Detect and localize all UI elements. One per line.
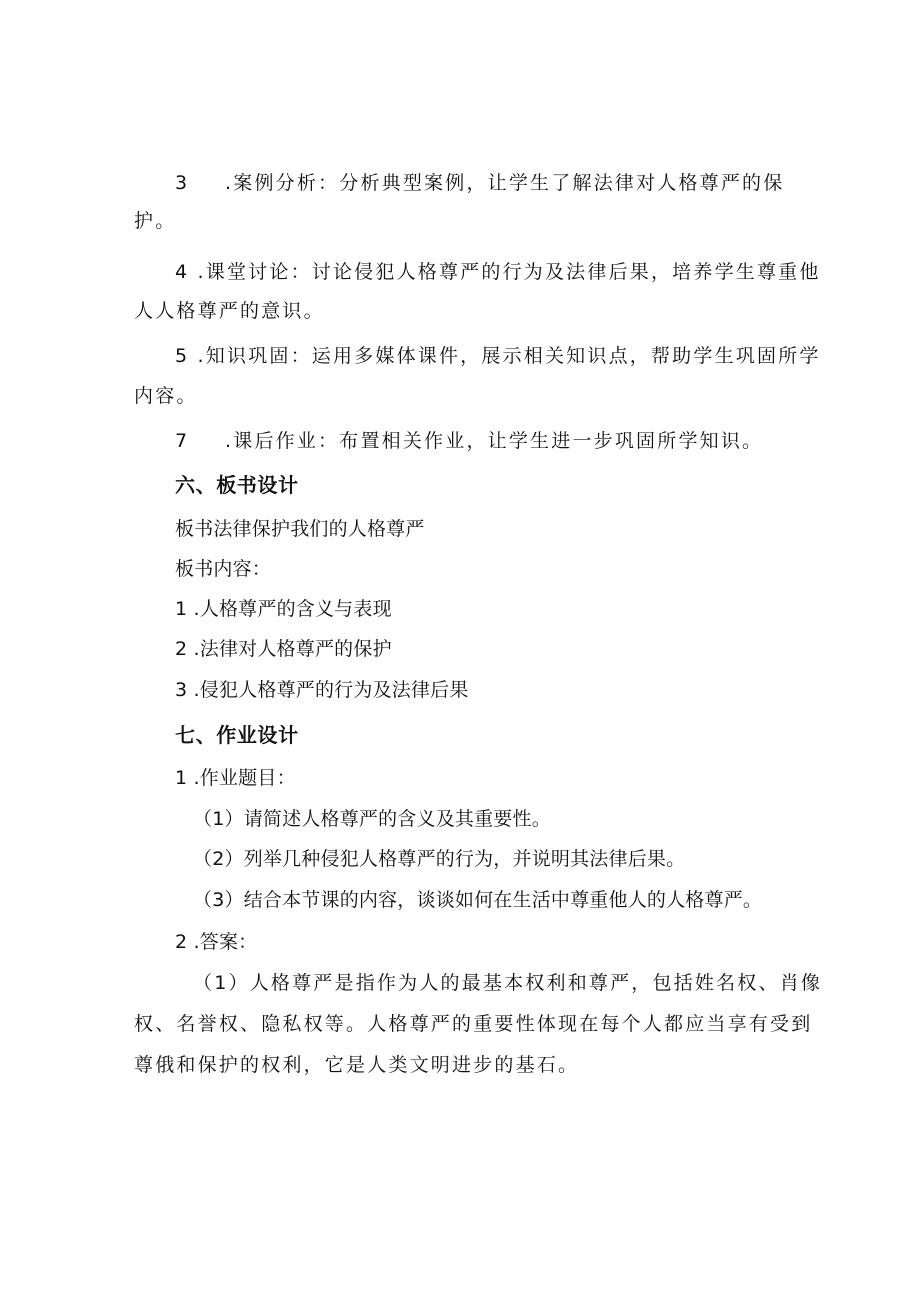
item-3-text: .案例分析：分析典型案例，让学生了解法律对人格尊严的保 (225, 172, 785, 194)
item-5-line-2: 内容。 (134, 385, 198, 407)
item-7-line (175, 428, 835, 454)
section-6-point-2: 2 .法律对人格尊严的保护 (175, 638, 392, 660)
item-3-number: 3 (175, 172, 190, 194)
item-5-line-1: 5 .知识巩固：运用多媒体课件，展示相关知识点，帮助学生巩固所学 (175, 345, 821, 367)
section-7-heading: 七、作业设计 (175, 723, 299, 747)
answer-1-line-2: 权、名誉权、隐私权等。人格尊严的重要性体现在每个人都应当享有受到 (134, 1013, 813, 1035)
question-1: （1）请简述人格尊严的含义及其重要性。 (193, 808, 551, 830)
section-6-title: 板书法律保护我们的人格尊严 (175, 518, 425, 540)
section-6-point-1: 1 .人格尊严的含义与表现 (175, 598, 392, 620)
item-7-text: .课后作业：布置相关作业，让学生进一步巩固所学知识。 (225, 430, 764, 452)
section-6-content-label: 板书内容： (175, 558, 272, 580)
section-6-heading: 六、板书设计 (175, 473, 299, 497)
item-4-line-1: 4 .课堂讨论：讨论侵犯人格尊严的行为及法律后果，培养学生尊重他 (175, 261, 821, 283)
answer-1-line-3: 尊俄和保护的权利，它是人类文明进步的基石。 (134, 1054, 580, 1076)
section-6-point-3: 3 .侵犯人格尊严的行为及法律后果 (175, 679, 469, 701)
item-7-number: 7 (175, 430, 190, 452)
question-3: （3）结合本节课的内容，谈谈如何在生活中尊重他人的人格尊严。 (193, 889, 763, 911)
answer-1-line-1: （1）人格尊严是指作为人的最基本权利和尊严，包括姓名权、肖像 (193, 972, 823, 994)
question-2: （2）列举几种侵犯人格尊严的行为，并说明其法律后果。 (193, 848, 686, 870)
item-3-line-1 (175, 170, 835, 196)
section-7-questions-label: 1 .作业题目： (175, 767, 296, 789)
item-4-line-2: 人人格尊严的意识。 (134, 300, 325, 322)
section-7-answers-label: 2 .答案： (175, 931, 258, 953)
item-3-line-2: 护。 (134, 210, 177, 232)
